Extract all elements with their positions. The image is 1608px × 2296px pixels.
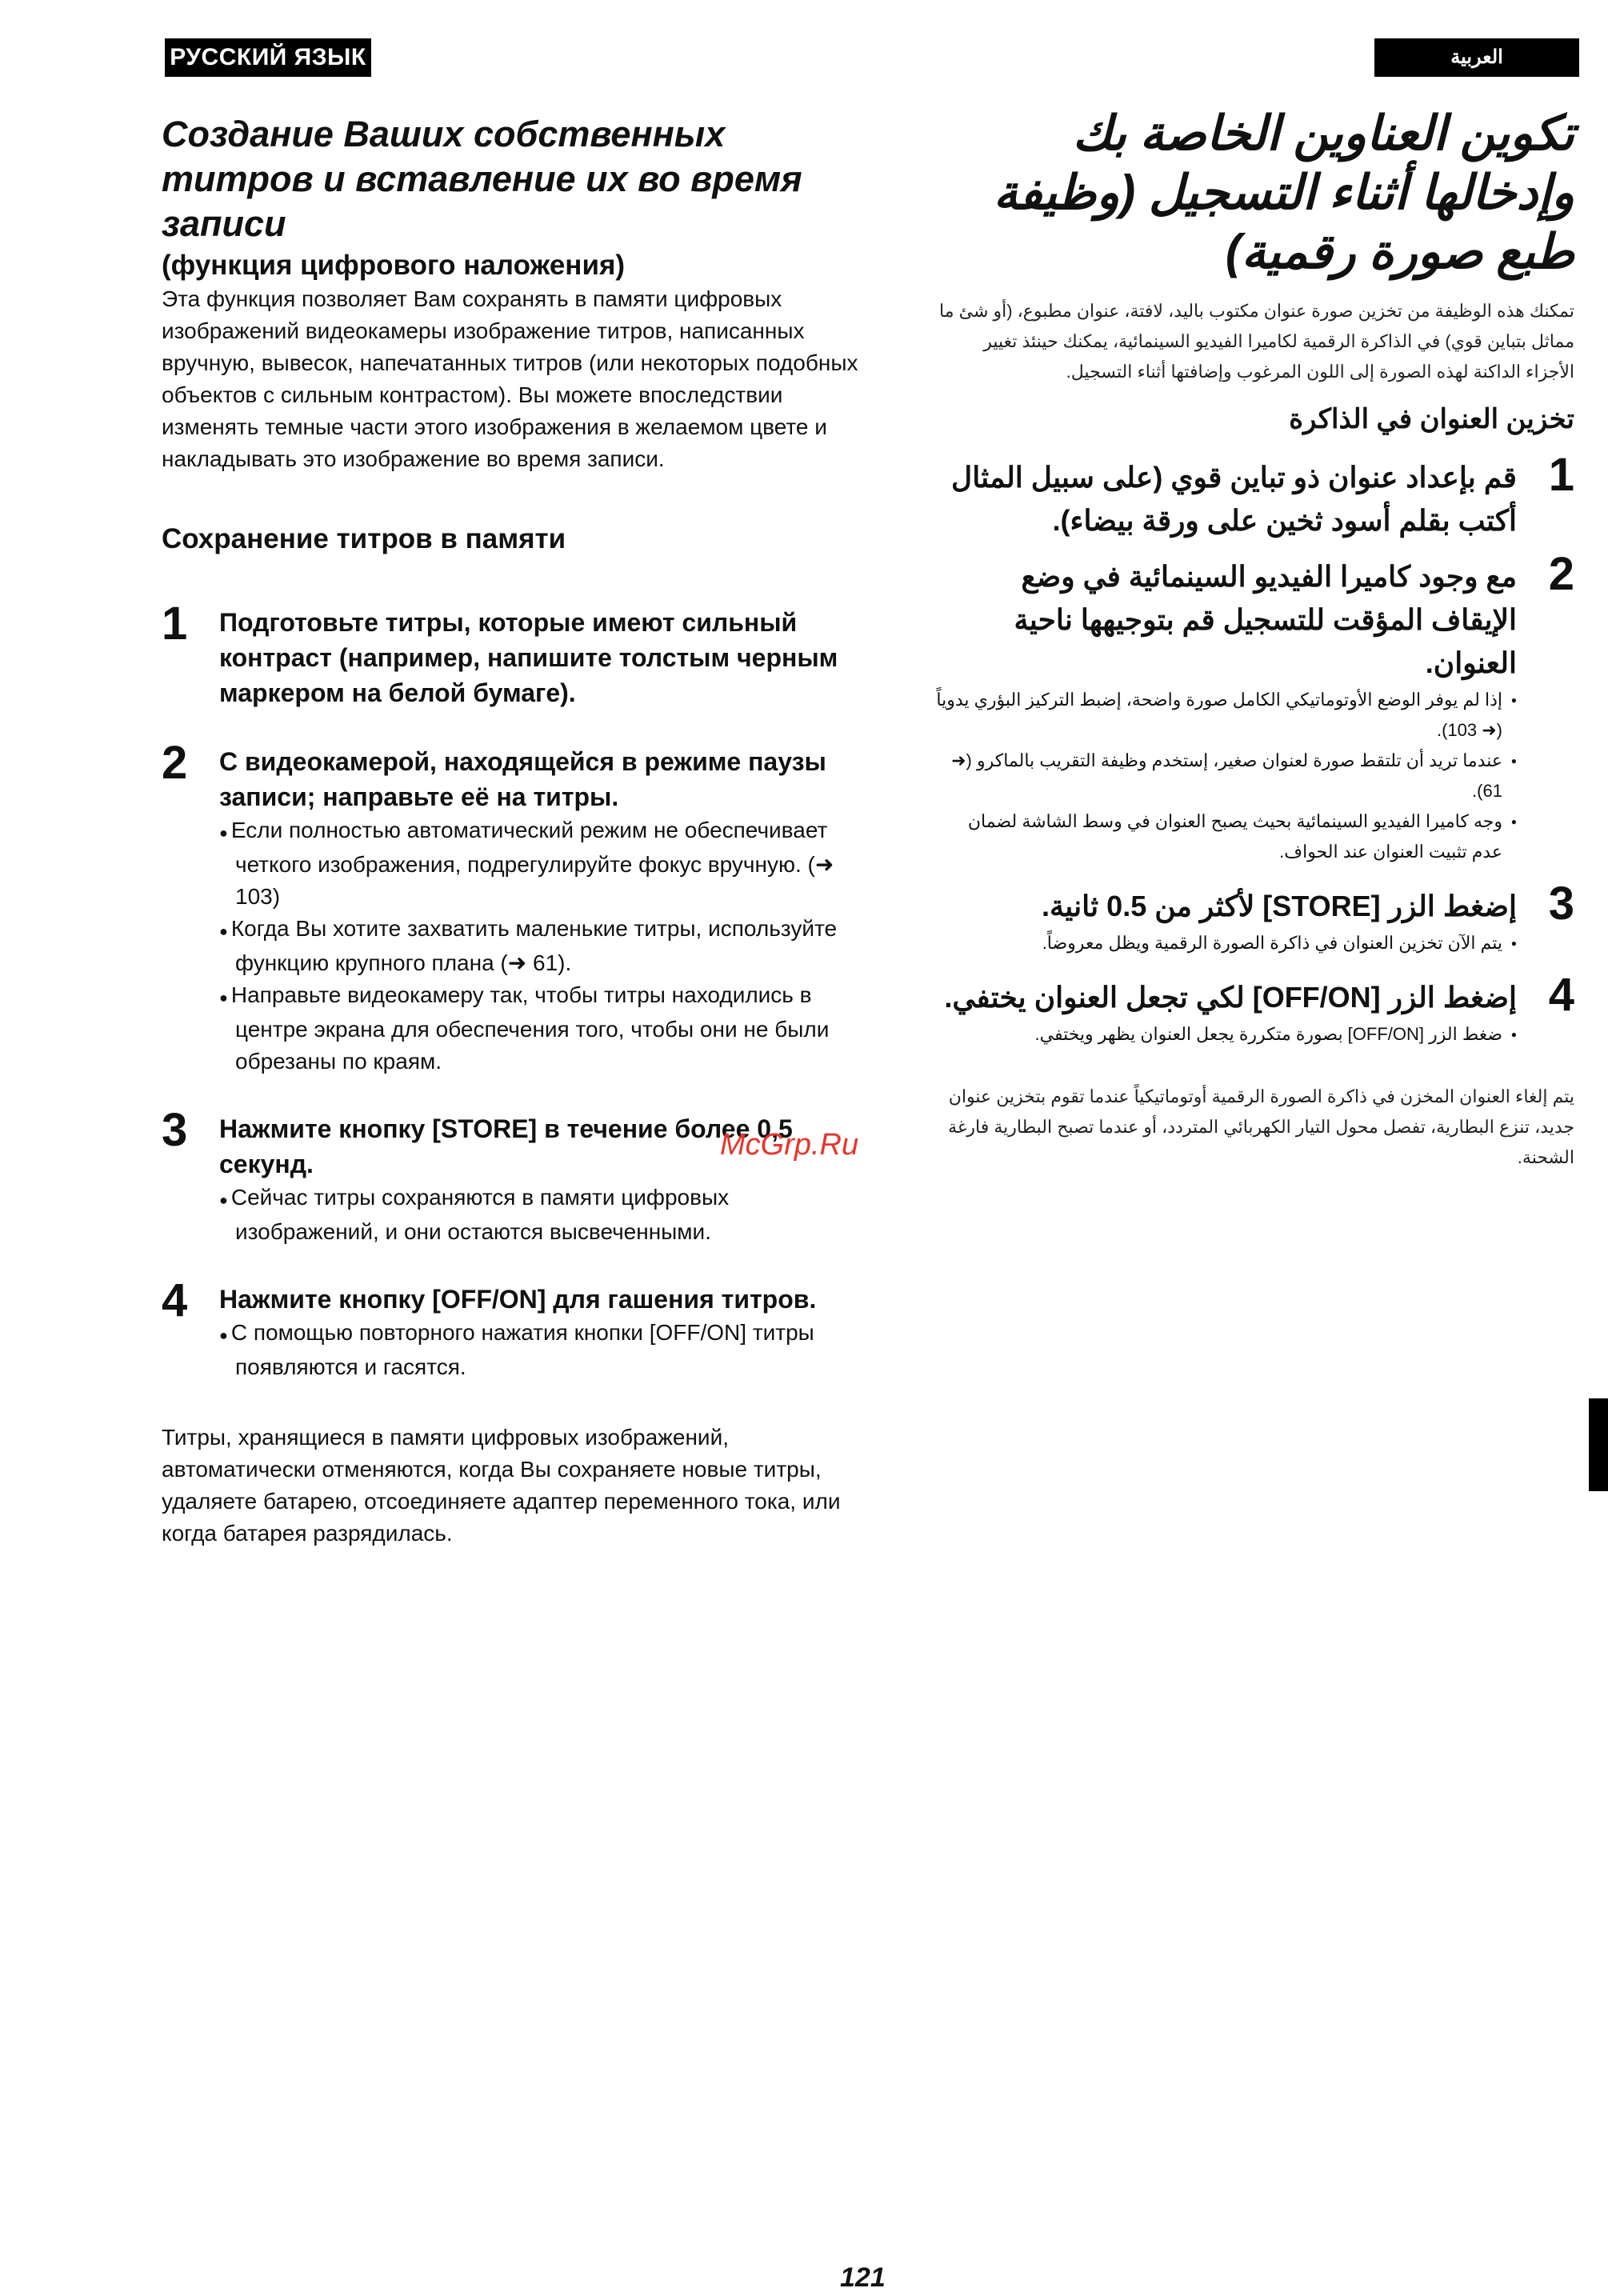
step-note: ● ضغط الزر [OFF/ON] بصورة متكررة يجعل العنوان يظهر ويختفي. <box>936 1019 1517 1050</box>
step-note: ● Сейчас титры сохраняются в памяти цифровых изображений, и они остаются высвеченными. <box>219 1182 866 1248</box>
step-instruction: إضغط الزر [STORE] لأكثر من 0.5 ثانية. <box>1041 890 1517 922</box>
section-heading-ar: تخزين العنوان في الذاكرة <box>1289 404 1574 434</box>
page-title-ar: تكوين العناوين الخاصة بك وإدخالها أثناء التسجيل (وظيفة طبع صورة رقمية) <box>993 106 1574 278</box>
step-instruction: إضغط الزر [OFF/ON] لكي تجعل العنوان يختفي. <box>944 981 1517 1014</box>
page-title-ru: Создание Ваших собственных титров и вставление их во время записи <box>162 114 802 244</box>
intro-ru: Эта функция позволяет Вам сохранять в памяти цифровых изображений видеокамеры изображение титров, написанных вручную, вывесок, напечатанных титров (или некоторых подобных объектов с сильным контрастом). Вы можете впоследствии изменять темные части этого изображения в желаемом цвете и накладывать это изображение во время записи. <box>162 286 858 471</box>
section-heading-ru: Сохранение титров в памяти <box>162 523 566 554</box>
step-number: 2 <box>162 737 188 789</box>
step-number: 2 <box>1548 548 1574 600</box>
step-instruction: Нажмите кнопку [STORE] в течение более 0,5 секунд. <box>219 1114 793 1178</box>
watermark: McGrp.Ru <box>720 1128 859 1162</box>
step-instruction: مع وجود كاميرا الفيديو السينمائية في وضع الإيقاف المؤقت للتسجيل قم بتوجيهها ناحية العنوان. <box>1014 560 1517 679</box>
step-number: 4 <box>1548 969 1574 1021</box>
step-instruction: قم بإعداد عنوان ذو تباين قوي (على سبيل المثال أكتب بقلم أسود ثخين على ورقة بيضاء). <box>951 461 1517 537</box>
step-note: ● عندما تريد أن تلتقط صورة لعنوان صغير، إستخدم وظيفة التقريب بالماكرو (➜ 61). <box>936 746 1517 806</box>
step-number: 4 <box>162 1274 188 1326</box>
page-number: 121 <box>840 2262 886 2293</box>
step-note: ● Направьте видеокамеру так, чтобы титры находились в центре экрана для обеспечения того, чтобы они не были обрезаны по краям. <box>219 979 866 1078</box>
footnote-ru: Титры, хранящиеся в памяти цифровых изображений, автоматически отменяются, когда Вы сохраняете новые титры, удаляете батарею, отсоединяете адаптер переменного тока, или когда батарея разрядилась. <box>162 1425 841 1546</box>
step-number: 3 <box>1548 878 1574 930</box>
step-1-ar <box>936 449 1574 542</box>
step-note: ● С помощью повторного нажатия кнопки [OFF/ON] титры появляются и гасятся. <box>219 1317 866 1383</box>
step-note: ● يتم الآن تخزين العنوان في ذاكرة الصورة الرقمية ويظل معروضاً. <box>936 928 1517 958</box>
intro-ar: تمكنك هذه الوظيفة من تخزين صورة عنوان مكتوب باليد، لافتة، عنوان مطبوع، (أو شئ ما مماثل بتباين قوي) في الذاكرة الرقمية لكاميرا الفيديو السينمائية، يمكنك حينئذ تغيير الأجزاء الداكنة لهذه الصورة إلى اللون المرغوب وإضافتها أثناء التسجيل. <box>939 301 1574 382</box>
language-label-russian: РУССКИЙ ЯЗЫК <box>165 38 371 77</box>
language-label-arabic: العربية <box>1374 38 1579 77</box>
step-number: 1 <box>1548 449 1574 501</box>
footnote-ar: يتم إلغاء العنوان المخزن في ذاكرة الصورة الرقمية أوتوماتيكياً عندما تقوم بتخزين عنوان جديد، تنزع البطارية، تفصل محول التيار الكهربائي المتردد، أو عندما تصبح البطارية فارغة الشحنة. <box>948 1086 1574 1167</box>
step-1-ru <box>162 598 866 710</box>
step-number: 3 <box>162 1104 188 1156</box>
step-instruction: С видеокамерой, находящейся в режиме паузы записи; направьте её на титры. <box>219 747 826 811</box>
step-note: ● Если полностью автоматический режим не обеспечивает четкого изображения, подрегулируйте фокус вручную. (➜ 103) <box>219 814 866 913</box>
step-instruction: Нажмите кнопку [OFF/ON] для гашения титров. <box>219 1285 817 1314</box>
step-note: ● Когда Вы хотите захватить маленькие титры, используйте функцию крупного плана (➜ 61). <box>219 913 866 979</box>
step-instruction: Подготовьте титры, которые имеют сильный контраст (например, напишите толстым черным маркером на белой бумаге). <box>219 608 838 707</box>
step-note: ● إذا لم يوفر الوضع الأوتوماتيكي الكامل صورة واضحة، إضبط التركيز البؤري يدوياً (➜ 103). <box>936 685 1517 746</box>
step-2-ar <box>936 548 1574 867</box>
step-3-ar <box>936 878 1574 958</box>
step-note: ● وجه كاميرا الفيديو السينمائية بحيث يصبح العنوان في وسط الشاشة لضمان عدم تثبيت العنوان عند الحواف. <box>936 806 1517 867</box>
step-4-ru <box>162 1274 866 1383</box>
russian-column <box>162 112 866 1550</box>
step-2-ru <box>162 737 866 1078</box>
arabic-column <box>936 104 1574 1173</box>
subtitle-ru: (функция цифрового наложения) <box>162 250 626 281</box>
step-4-ar <box>936 969 1574 1050</box>
side-tab-marker <box>1589 1398 1608 1491</box>
step-number: 1 <box>162 598 188 650</box>
